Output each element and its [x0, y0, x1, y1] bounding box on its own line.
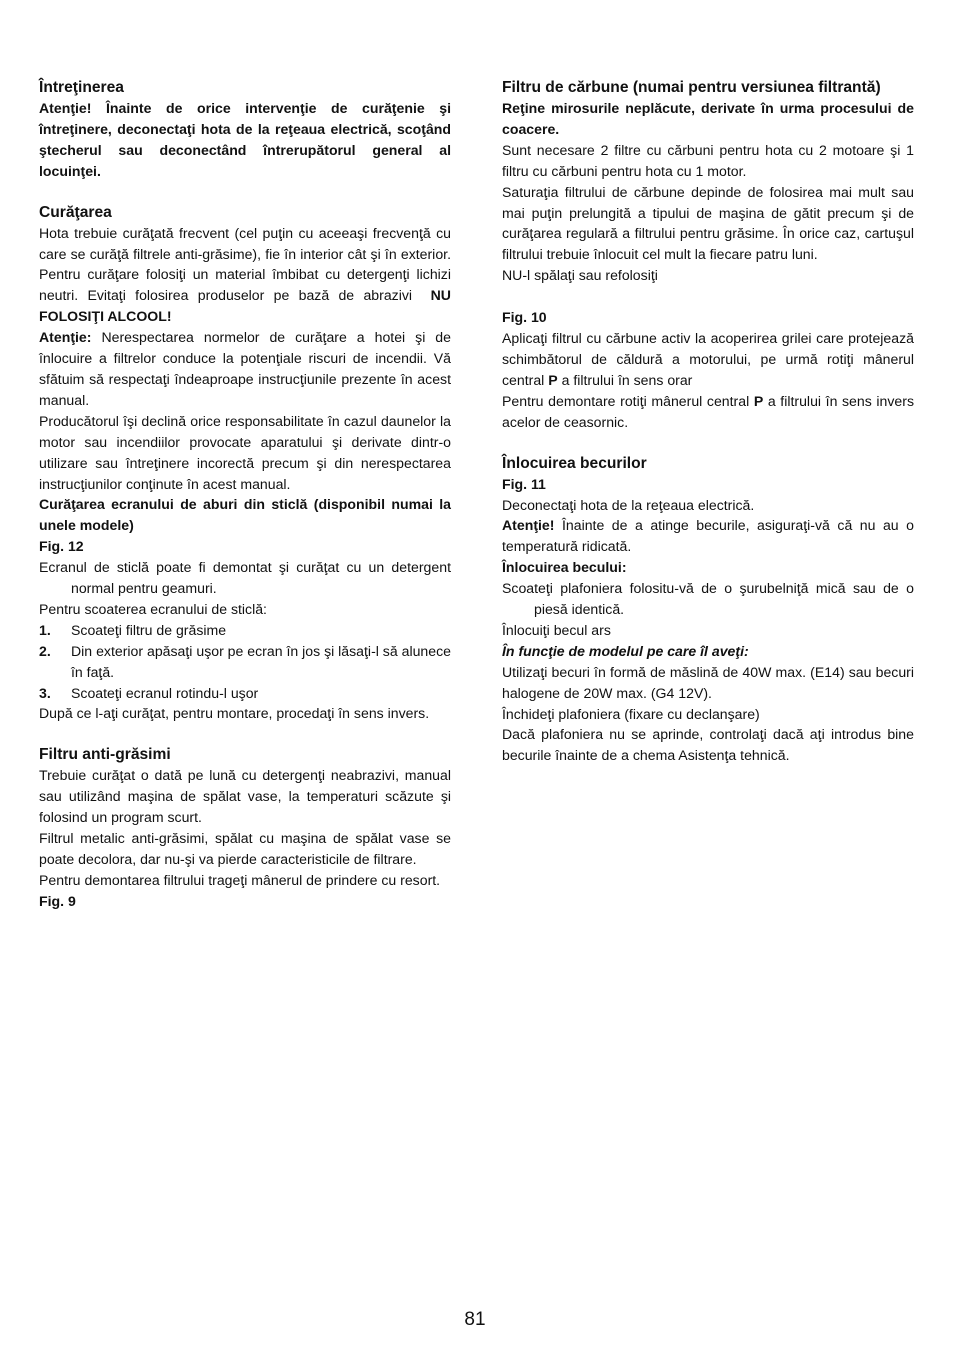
list-item: 2. Din exterior apăsaţi uşor pe ecran în jos şi lăsaţi-l să alunece în faţă. — [39, 642, 451, 680]
glass-screen-removal-intro: Pentru scoaterea ecranului de sticlă: — [39, 600, 267, 617]
cleaning-paragraph-3: Producătorul îşi declină orice responsabilitate în cazul daunelor la motor sau incendiilor provocate aparatului şi derivate dintr-o utilizare sau întreţinere incorectă precum şi din nerespectarea instrucţiunilor conţinute în acest manual. — [39, 412, 451, 492]
bulb-paragraph-4: Înlocuiţi becul ars — [502, 621, 611, 638]
fig-11-label: Fig. 11 — [502, 475, 546, 492]
bulb-paragraph-7: Dacă plafoniera nu se aprinde, controlaţi dacă aţi introdus bine becurile înainte de a chema Asistenţa tehnică. — [502, 726, 914, 764]
cleaning-warning: Atenţie: Nerespectarea normelor de curăţare a hotei şi de înlocuire a filtrelor conduce la potenţiale riscuri de incendii. Vă sfătuim să respectaţi îndeaproape instrucţiunile prezente în acest manual. — [39, 329, 451, 408]
fig-9-label: Fig. 9 — [39, 892, 76, 909]
grease-filter-paragraph-2: Filtrul metalic anti-grăsimi, spălat cu maşina de spălat vase se poate decolora, dar nu-şi va pierde caracteristicile de filtrare. — [39, 830, 451, 867]
bulb-paragraph-5: Utilizaţi becuri în formă de măslină de 40W max. (E14) sau becuri halogene de 20W max. (G4 12V). — [502, 663, 914, 701]
right-column — [502, 78, 914, 766]
list-item: 1. Scoateţi filtru de grăsime — [39, 621, 227, 638]
grease-filter-paragraph-1: Trebuie curăţat o dată pe lună cu detergenţi neabrazivi, manual sau utilizând maşina de spălat vase, la temperaturi scăzute şi folosind un program scurt. — [39, 767, 451, 826]
bulb-warning: Atenţie! Înainte de a atinge becurile, asiguraţi-vă că nu au o temperatură ridicată. — [502, 517, 914, 555]
heading-bulb-replacement: Înlocuirea becurilor — [502, 454, 647, 472]
fig-10-label: Fig. 10 — [502, 309, 547, 326]
heading-maintenance: Întreţinerea — [39, 79, 124, 96]
heading-charcoal-filter: Filtru de cărbune (numai pentru versiunea filtrantă) — [502, 79, 881, 96]
charcoal-filter-subheading: Reţine mirosurile neplăcute, derivate în urma procesului de coacere. — [502, 100, 914, 137]
bulb-model-note: În funcţie de modelul pe care îl aveţi: — [502, 642, 749, 659]
charcoal-filter-paragraph-4: Aplicaţi filtrul cu cărbune activ la acoperirea grilei care protejează schimbătorul de căldură a motorului, pe urmă rotiţi mânerul central P a filtrului în sens orar — [502, 330, 914, 388]
charcoal-filter-paragraph-2: Saturaţia filtrului de cărbune depinde de folosirea mai mult sau mai puţin prelungită a tipului de maşina de gătit precum şi de curăţarea regulară a filtrului pentru grăsime. În orice caz, cartuşul filtrului trebuie înlocuit cel mult la fiecare patru luni. — [502, 183, 914, 263]
glass-screen-paragraph: Ecranul de sticlă poate fi demontat şi curăţat cu un detergent normal pentru geamuri. — [39, 559, 451, 597]
charcoal-filter-paragraph-5: Pentru demontare rotiţi mânerul central P a filtrului în sens invers acelor de ceasornic. — [502, 392, 914, 430]
maintenance-warning: Atenţie! Înainte de orice intervenţie de curăţenie şi întreţinere, deconectaţi hota de la reţeaua electrică, scoţând ştecherul sau deconectând întrerupătorul general al locuinţei. — [39, 100, 451, 179]
glass-screen-reassembly: După ce l-aţi curăţat, pentru montare, procedaţi în sens invers. — [39, 705, 430, 722]
list-item: 3. Scoateţi ecranul rotindu-l uşor — [39, 684, 259, 701]
cleaning-paragraph-1: Hota trebuie curăţată frecvent (cel puţin cu aceeaşi frecvenţă cu care se curăţă filtrele anti-grăsime), fie în interior cât şi în exterior. Pentru curăţare folosiţi un material îmbibat cu detergenţi lichizi neutri. Evitaţi folosirea produselor pe bază de abrazivi NU FOLOSIŢI ALCOOL! — [39, 224, 451, 325]
fig-12-label: Fig. 12 — [39, 538, 84, 555]
bulb-subheading: Înlocuirea becului: — [502, 559, 627, 576]
heading-cleaning: Curăţarea — [39, 203, 112, 221]
heading-grease-filter: Filtru anti-grăsimi — [39, 746, 171, 764]
bulb-paragraph-6: Închideţi plafoniera (fixare cu declanşare) — [502, 705, 760, 722]
grease-filter-paragraph-3: Pentru demontarea filtrului trageţi mânerul de prindere cu resort. — [39, 871, 441, 888]
charcoal-filter-paragraph-3: NU-l spălaţi sau refolosiţi — [502, 267, 658, 284]
charcoal-filter-paragraph-1: Sunt necesare 2 filtre cu cărbuni pentru hota cu 2 motoare şi 1 filtru cu cărbuni pentru hota cu 1 motor. — [502, 141, 914, 179]
left-column — [39, 78, 451, 912]
glass-screen-subheading: Curăţarea ecranului de aburi din sticlă (disponibil numai la unele modele) — [39, 496, 451, 534]
bulb-paragraph-1: Deconectaţi hota de la reţeaua electrică. — [502, 496, 755, 513]
bulb-paragraph-3: Scoateţi plafoniera folositu-vă de o şurubelniţă mică sau de o piesă identică. — [502, 580, 914, 618]
page-number: 81 — [464, 1309, 486, 1330]
